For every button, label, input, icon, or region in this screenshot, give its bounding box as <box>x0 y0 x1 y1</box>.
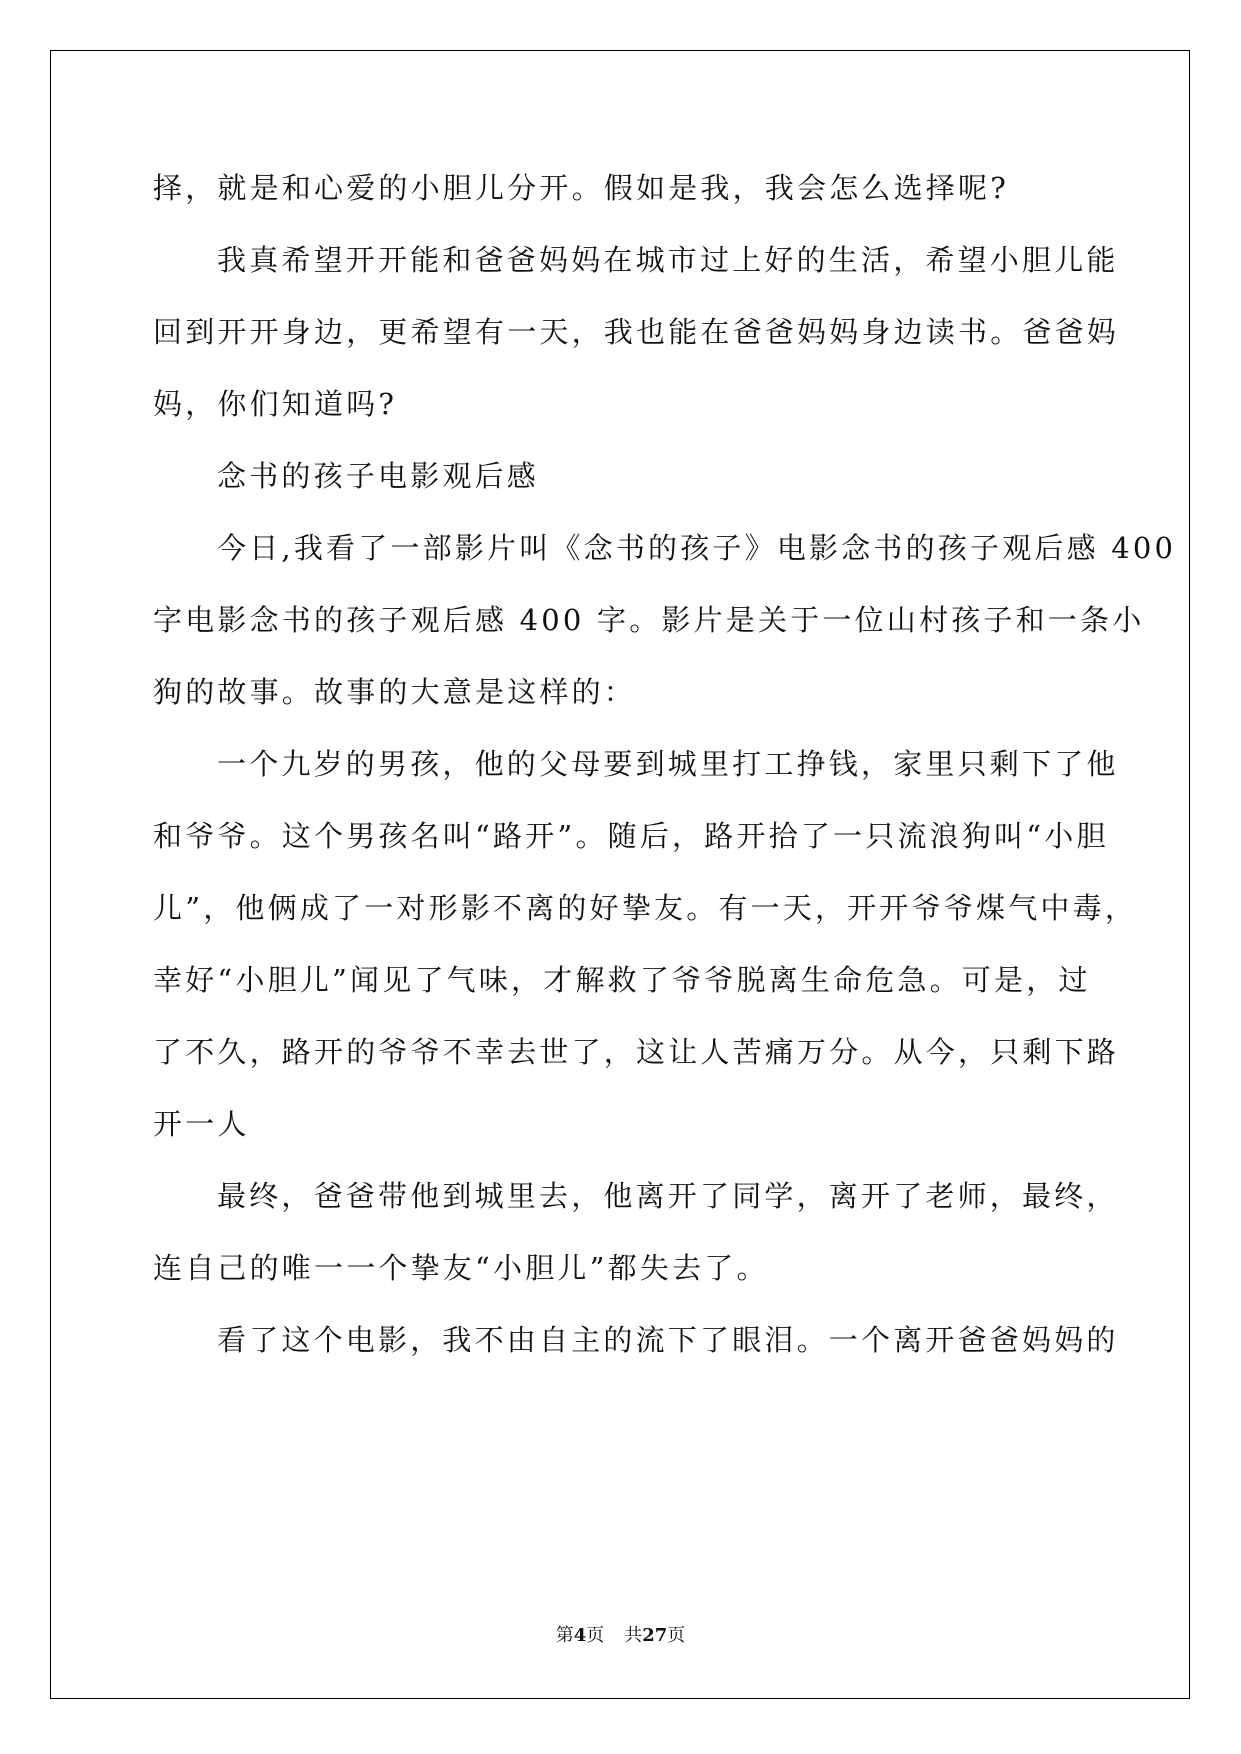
text-line: 回到开开身边，更希望有一天，我也能在爸爸妈妈身边读书。爸爸妈 <box>153 315 1120 349</box>
page-prefix: 第 <box>555 1625 574 1646</box>
page-suffix: 页 <box>586 1625 605 1646</box>
text-line: 了不久，路开的爷爷不幸去世了，这让人苦痛万分。从今，只剩下路 <box>153 1035 1120 1069</box>
document-body <box>153 152 1177 1376</box>
page-footer <box>0 1621 1241 1647</box>
page-number: 4 <box>573 1625 587 1646</box>
text-line: 幸好“小胆儿”闻见了气味，才解救了爷爷脱离生命危急。可是，过 <box>153 963 1091 997</box>
text-line: 最终，爸爸带他到城里去，他离开了同学，离开了老师，最终， <box>217 1179 1119 1213</box>
total-suffix: 页 <box>667 1625 686 1646</box>
text-line: 择，就是和心爱的小胆儿分开。假如是我，我会怎么选择呢? <box>153 171 1009 205</box>
text-line: 开一人 <box>153 1107 250 1141</box>
text-line: 妈，你们知道吗? <box>153 387 398 421</box>
text-line: 连自己的唯一一个挚友“小胆儿”都失去了。 <box>153 1251 769 1285</box>
text-line: 我真希望开开能和爸爸妈妈在城市过上好的生活，希望小胆儿能 <box>217 243 1119 277</box>
text-line: 一个九岁的男孩，他的父母要到城里打工挣钱，家里只剩下了他 <box>217 747 1119 781</box>
section-heading: 念书的孩子电影观后感 <box>217 459 540 493</box>
text-line: 狗的故事。故事的大意是这样的： <box>153 675 637 709</box>
total-prefix: 共 <box>624 1625 643 1646</box>
text-line: 儿”，他俩成了一对形影不离的好挚友。有一天，开开爷爷煤气中毒， <box>153 891 1138 925</box>
total-pages: 27 <box>642 1625 668 1646</box>
text-line: 今日,我看了一部影片叫《念书的孩子》电影念书的孩子观后感 400 <box>217 531 1177 565</box>
text-line: 和爷爷。这个男孩名叫“路开”。随后，路开拾了一只流浪狗叫“小胆 <box>153 819 1109 853</box>
text-line: 字电影念书的孩子观后感 400 字。影片是关于一位山村孩子和一条小 <box>153 603 1145 637</box>
text-line: 看了这个电影，我不由自主的流下了眼泪。一个离开爸爸妈妈的 <box>217 1323 1119 1357</box>
